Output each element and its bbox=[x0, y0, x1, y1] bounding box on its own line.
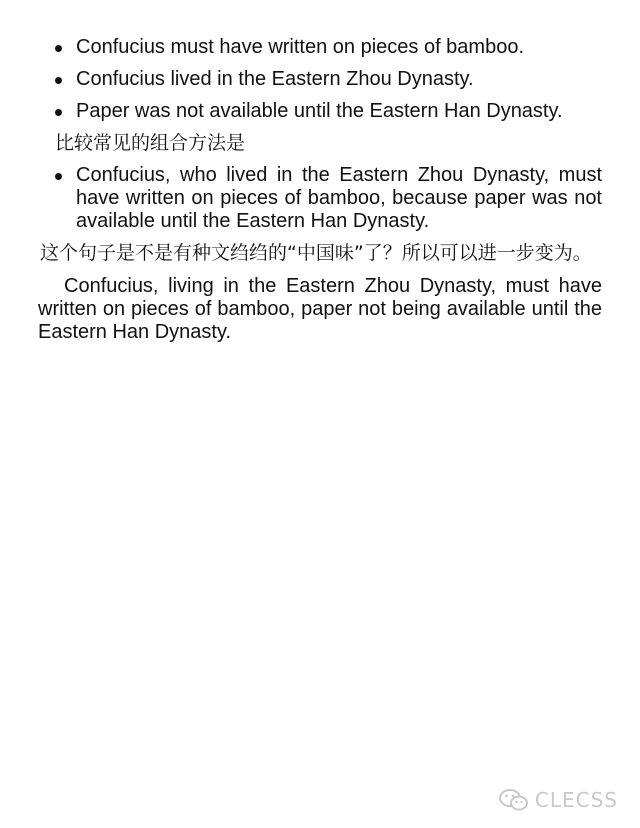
bullet-dot-icon bbox=[55, 77, 62, 84]
chinese-heading: 比较常见的组合方法是 bbox=[55, 132, 246, 154]
list-item bbox=[38, 68, 602, 91]
watermark bbox=[499, 788, 618, 812]
bullet-dot-icon bbox=[55, 109, 62, 116]
list-item-text: Confucius must have written on pieces of bamboo. bbox=[76, 36, 525, 58]
list-item bbox=[38, 36, 602, 59]
list-item-text: Confucius lived in the Eastern Zhou Dynasty. bbox=[76, 68, 474, 90]
bullet-dot-icon bbox=[55, 173, 62, 180]
fact-list bbox=[38, 36, 602, 123]
chinese-question: 这个句子是不是有种文绉绉的“中国味”了？所以可以进一步变为。 bbox=[40, 242, 592, 264]
list-item-text: Paper was not available until the Eastern Han Dynasty. bbox=[76, 100, 563, 122]
wechat-icon bbox=[499, 788, 529, 812]
watermark-text: CLECSS bbox=[534, 788, 618, 812]
list-item bbox=[38, 164, 602, 233]
bullet-dot-icon bbox=[55, 45, 62, 52]
list-item-text: Confucius, who lived in the Eastern Zhou Dynasty, must have written on pieces of bamboo, because paper was not available until the Eastern Han Dynasty. bbox=[76, 164, 602, 232]
list-item bbox=[38, 100, 602, 123]
document-page bbox=[38, 36, 602, 344]
final-paragraph: Confucius, living in the Eastern Zhou Dynasty, must have written on pieces of bamboo, paper not being available until the Eastern Han Dynasty. bbox=[38, 275, 602, 343]
combined-sentence-list bbox=[38, 164, 602, 233]
